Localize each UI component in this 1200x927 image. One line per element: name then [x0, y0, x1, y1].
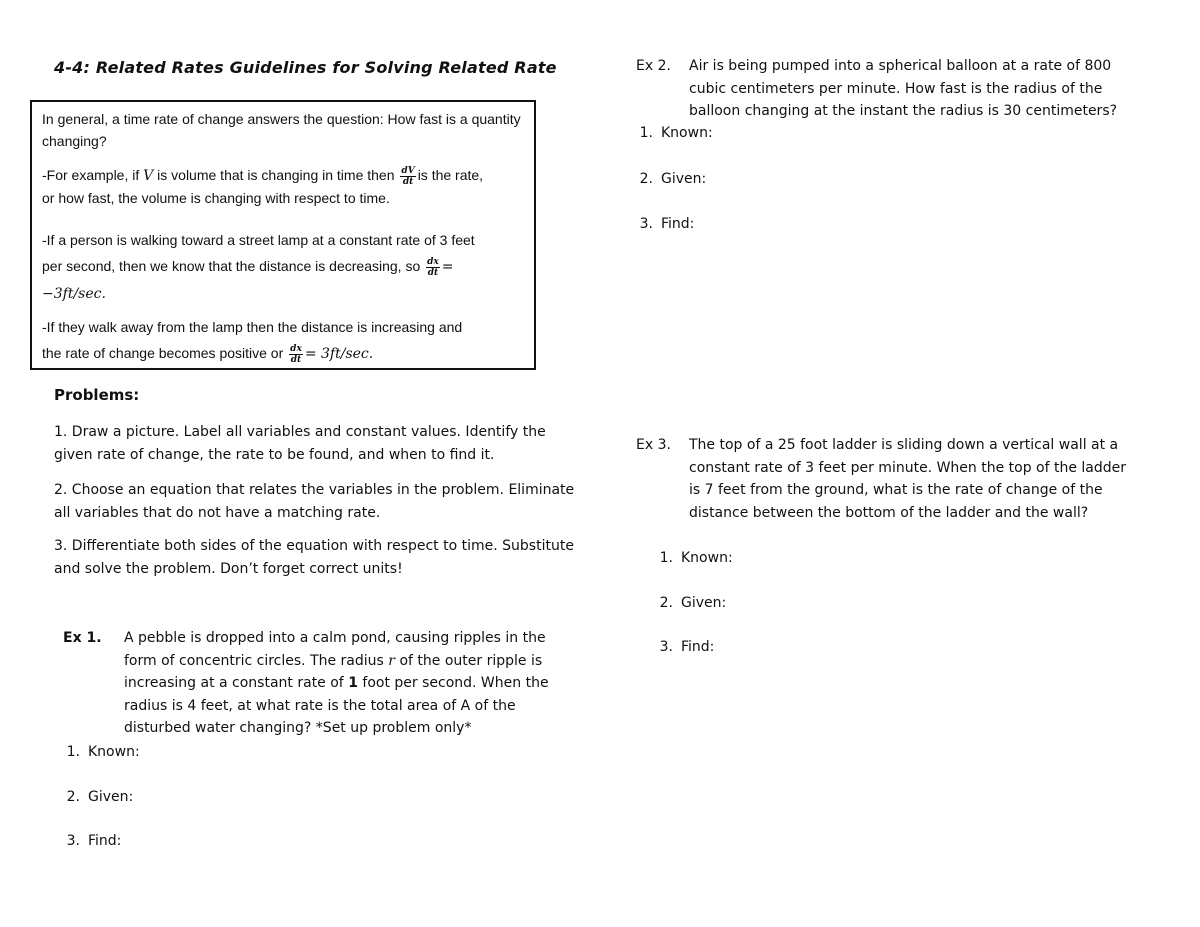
list-label: Find: [661, 216, 695, 232]
list-label: Given: [681, 595, 727, 611]
list-label: Find: [88, 833, 122, 849]
list-number: 3. [639, 216, 653, 232]
ex2-label: Ex 2. [636, 58, 671, 74]
ex1-text [124, 627, 564, 740]
definition-paragraph-3 [42, 227, 532, 307]
list-label: Known: [681, 550, 733, 566]
p3-text-b: per second, then we know that the distance is decreasing, so [42, 258, 421, 274]
ex1-text-a: A pebble is dropped into a calm pond, causing ripples in the form of concentric circles. The radius [124, 630, 546, 669]
p3-text-a: -If a person is walking toward a street lamp at a constant rate of 3 feet [42, 232, 475, 248]
p2-text-b: is volume that is changing in time then [153, 167, 395, 183]
list-number: 1. [639, 125, 653, 141]
radius-variable: r [388, 652, 395, 669]
problems-heading: Problems: [54, 386, 140, 404]
ex2-text: Air is being pumped into a spherical balloon at a rate of 800 cubic centimeters per minute. How fast is the radius of the balloon changing at the instant the radius is 30 centimeters? [689, 58, 1118, 119]
p4-text-b: the rate of change becomes positive or [42, 345, 284, 361]
ex3-given [645, 593, 726, 613]
list-number: 2. [659, 595, 673, 611]
p3-rate-value: −3ft/sec. [42, 286, 106, 302]
list-label: Given: [661, 171, 707, 187]
p4-rate-value: = 3ft/sec. [304, 346, 374, 362]
ex2-known [625, 123, 713, 143]
fraction-denominator: dt [427, 267, 439, 278]
fraction-denominator: dt [402, 176, 414, 187]
p3-equals: = [441, 259, 454, 275]
fraction-denominator: dt [290, 354, 302, 365]
ex1-given [52, 787, 133, 807]
ex1-text-c: foot per second. When the radius is 4 feet, at what rate is the total area of A of the disturbed water changing? *Set up problem only* [124, 675, 549, 736]
definition-paragraph-2 [42, 164, 532, 209]
ex1-text-b: of the outer ripple is increasing at a constant rate of [124, 652, 543, 691]
p4-text-a: -If they walk away from the lamp then the distance is increasing and [42, 319, 463, 335]
ex2-find [625, 214, 694, 234]
ex3-label: Ex 3. [636, 437, 671, 453]
list-label: Known: [661, 125, 713, 141]
definition-paragraph-1: In general, a time rate of change answers the question: How fast is a quantity changing? [42, 111, 521, 149]
problem-step-2: 2. Choose an equation that relates the variables in the problem. Eliminate all variables that do not have a matching rate. [54, 482, 575, 521]
fraction-numerator: dx [427, 256, 439, 267]
p2-text-c: is the rate, [417, 167, 484, 183]
list-label: Find: [681, 639, 715, 655]
list-number: 2. [639, 171, 653, 187]
ex1-known [52, 742, 140, 762]
problem-step-1: 1. Draw a picture. Label all variables and constant values. Identify the given rate of change, the rate to be found, and when to find it. [54, 424, 546, 463]
definition-paragraph-4 [42, 314, 532, 367]
ex3-text: The top of a 25 foot ladder is sliding down a vertical wall at a constant rate of 3 feet per minute. When the top of the ladder is 7 feet from the ground, what is the rate of change of the distance between the bottom of the ladder and the wall? [689, 437, 1127, 521]
p2-text-a: -For example, if [42, 167, 144, 183]
ex1-find [52, 831, 121, 851]
dx-dt-fraction [426, 257, 440, 278]
list-number: 3. [66, 833, 80, 849]
p2-text-d: or how fast, the volume is changing with respect to time. [42, 190, 390, 206]
list-number: 1. [66, 744, 80, 760]
list-label: Known: [88, 744, 140, 760]
ex3-find [645, 637, 714, 657]
list-number: 1. [659, 550, 673, 566]
volume-variable: V [143, 168, 154, 184]
ex3-known [645, 548, 733, 568]
dx-dt-fraction [289, 344, 303, 365]
fraction-numerator: dV [401, 165, 415, 176]
list-number: 2. [66, 789, 80, 805]
dv-dt-fraction [400, 166, 415, 187]
fraction-numerator: dx [290, 343, 302, 354]
list-number: 3. [659, 639, 673, 655]
ex1-rate-one: 1 [348, 675, 358, 691]
ex2-given [625, 169, 706, 189]
problem-step-3: 3. Differentiate both sides of the equation with respect to time. Substitute and solve the problem. Don’t forget correct units! [54, 538, 574, 577]
list-label: Given: [88, 789, 134, 805]
page-title: 4-4: Related Rates Guidelines for Solving Related Rate [54, 58, 557, 77]
ex1-label: Ex 1. [63, 630, 102, 646]
